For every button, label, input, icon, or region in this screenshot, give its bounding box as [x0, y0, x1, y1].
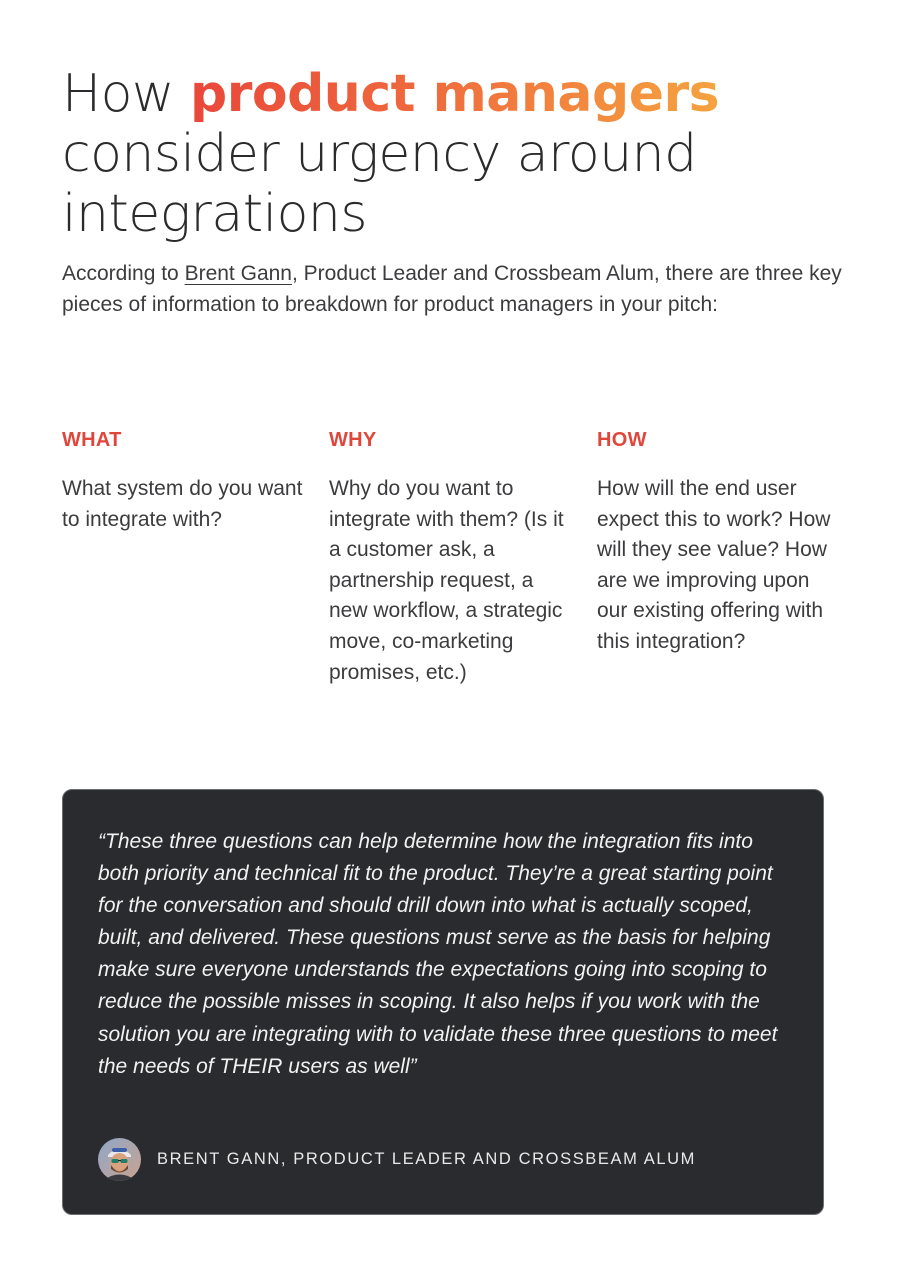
quote-text: “These three questions can help determine how the integration fits into both priority and technical fit to the product. They’re a great starting point for the conversation and should drill down into what is actually scoped, built, and delivered. These questions must serve as the basis for helping make sure everyone understands the expectations going into scoping to reduce the possible misses in scoping. It also helps if you work with the solution you are integrating with to validate these three questions to meet the needs of THEIR users as well”: [98, 830, 778, 1078]
title-prefix: How: [62, 64, 190, 124]
column-body-what: What system do you want to integrate with?: [62, 477, 303, 531]
quote-author: [98, 1137, 696, 1181]
quote-card: [62, 789, 824, 1215]
title-rest: consider urgency around integrations: [62, 124, 697, 244]
intro-before-link: According to: [62, 262, 185, 285]
intro-paragraph: [62, 258, 852, 320]
column-body-why: Why do you want to integrate with them? (Is it a customer ask, a partnership request, a new workflow, a strategic move, co-marketing promises, etc.): [329, 477, 564, 684]
column-how: [597, 426, 842, 658]
column-heading-why: WHY: [329, 429, 377, 451]
brent-gann-link[interactable]: Brent Gann: [184, 262, 292, 285]
column-why: [329, 426, 574, 688]
column-what: [62, 426, 307, 535]
title-highlight: product managers: [189, 64, 720, 124]
intro-after-link: , Product Leader and Crossbeam Alum, there are three key pieces of information to breakdown for product managers in your pitch:: [62, 262, 842, 316]
column-body-how: How will the end user expect this to work? How will they see value? How are we improving upon our existing offering with this integration?: [597, 477, 831, 653]
person-avatar-icon: [98, 1138, 141, 1181]
quote-author-name: BRENT GANN, PRODUCT LEADER AND CROSSBEAM ALUM: [157, 1149, 696, 1168]
page-title: [62, 64, 842, 244]
column-heading-what: WHAT: [62, 429, 122, 451]
column-heading-how: HOW: [597, 429, 647, 451]
